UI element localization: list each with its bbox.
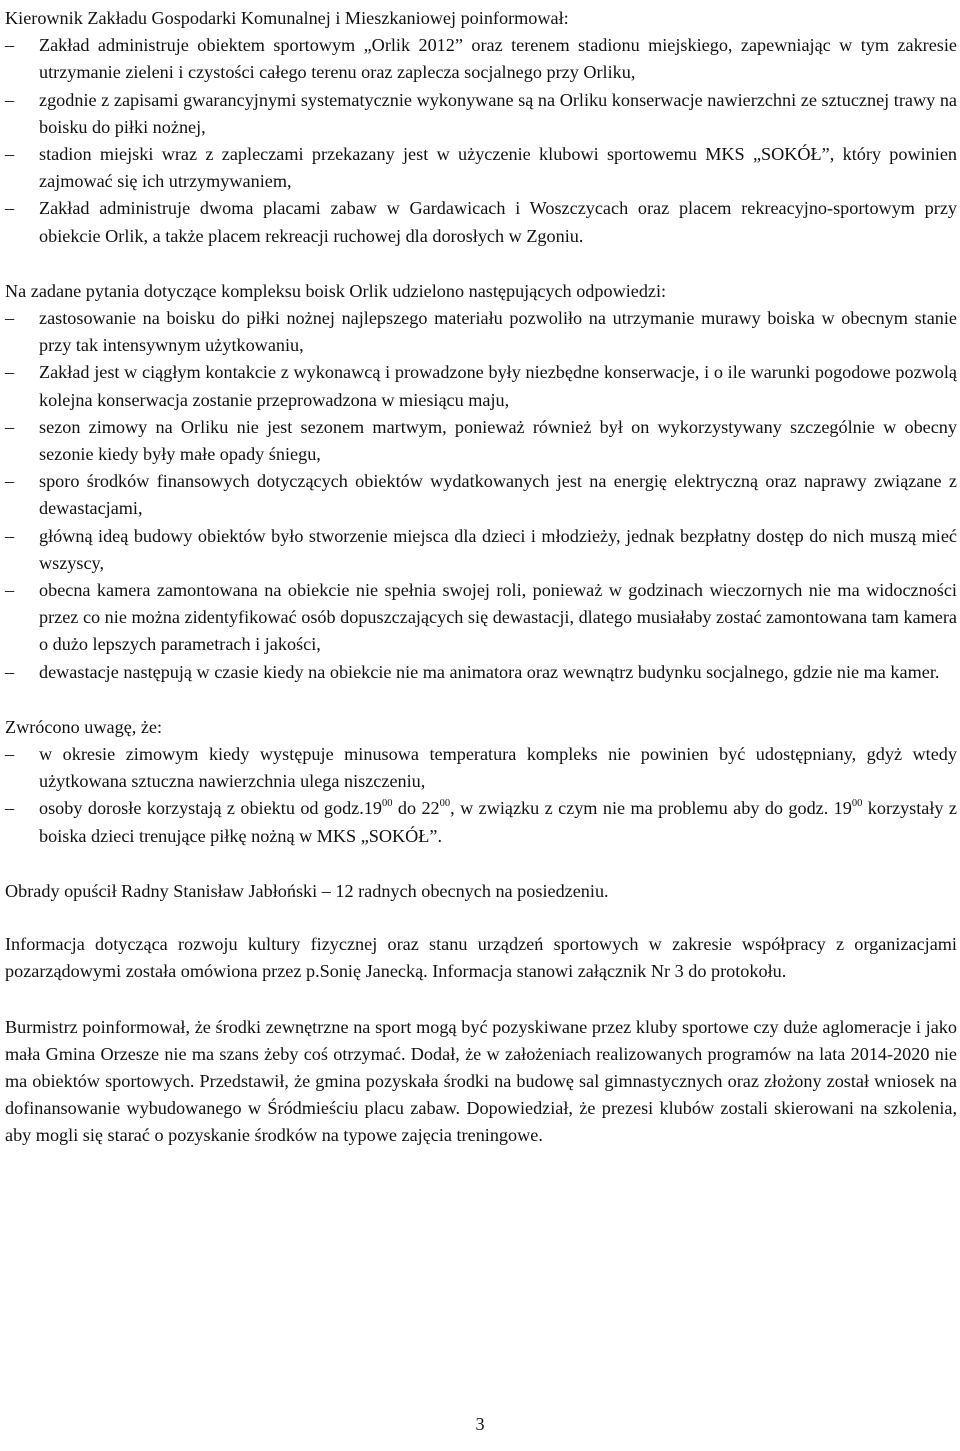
hours-text-1: osoby dorosłe korzystają z obiektu od godz.19 bbox=[39, 798, 382, 819]
list-item: – dewastacje następują w czasie kiedy na obiekcie nie ma animatora oraz wewnątrz budynku socjalnego, gdzie nie ma kamer. bbox=[5, 659, 957, 686]
section3-list bbox=[5, 741, 957, 850]
list-item: – sporo środków finansowych dotyczących obiektów wydatkowanych jest na energię elektryczną oraz naprawy związane z dewastacjami, bbox=[5, 468, 957, 522]
minutes-superscript: 00 bbox=[381, 798, 393, 810]
minutes-superscript: 00 bbox=[439, 798, 451, 810]
section2-list bbox=[5, 305, 957, 686]
list-item: – w okresie zimowym kiedy występuje minusowa temperatura kompleks nie powinien być udostępniany, gdyż wtedy użytkowana sztuczna nawierzchnia ulega niszczeniu, bbox=[5, 741, 957, 795]
list-item: – sezon zimowy na Orliku nie jest sezonem martwym, ponieważ również był on wykorzystywany szczególnie w obecny sezonie kiedy były małe opady śniegu, bbox=[5, 414, 957, 468]
list-item: – obecna kamera zamontowana na obiekcie nie spełnia swojej roli, ponieważ w godzinach wieczornych nie ma widoczności przez co nie można zidentyfikować osób dopuszczających się dewastacji, dlatego musiałaby zostać zamontowana tam kamera o dużo lepszych parametrach i jakości, bbox=[5, 577, 957, 659]
section3-lead: Zwrócono uwagę, że: bbox=[5, 716, 163, 737]
paragraph-sport-info: Informacja dotycząca rozwoju kultury fizycznej oraz stanu urządzeń sportowych w zakresie współpracy z organizacjami pozarządowymi została omówiona przez p.Sonię Janecką. Informacja stanowi załącznik Nr 3 do protokołu. bbox=[5, 934, 957, 982]
section1-list bbox=[5, 32, 957, 250]
list-item-hours bbox=[5, 795, 957, 849]
hours-text-2: do 22 bbox=[392, 798, 440, 819]
list-item: – główną ideą budowy obiektów było stworzenie miejsca dla dzieci i młodzieży, jednak bezpłatny dostęp do nich muszą mieć wszyscy, bbox=[5, 523, 957, 577]
list-item: – Zakład administruje obiektem sportowym „Orlik 2012” oraz terenem stadionu miejskiego, zapewniając w tym zakresie utrzymanie zieleni i czystości całego terenu oraz zaplecza socjalnego przy Orliku, bbox=[5, 32, 957, 86]
paragraph-councillor-left: Obrady opuścił Radny Stanisław Jabłoński – 12 radnych obecnych na posiedzeniu. bbox=[5, 880, 609, 901]
hours-text-3: , w związku z czym nie ma problemu aby do godz. 19 bbox=[450, 798, 852, 819]
list-item: – Zakład jest w ciągłym kontakcie z wykonawcą i prowadzone były niezbędne konserwacje, i o ile warunki pogodowe pozwolą kolejna konserwacja zostanie przeprowadzona w miesiącu maju, bbox=[5, 359, 957, 413]
paragraph-mayor: Burmistrz poinformował, że środki zewnętrzne na sport mogą być pozyskiwane przez kluby sportowe czy duże aglomeracje i jako mała Gmina Orzesze nie ma szans żeby coś otrzymać. Dodał, że w założeniach realizowanych programów na lata 2014-2020 nie ma obiektów sportowych. Przedstawił, że gmina pozyskała środki na budowę sal gimnastycznych oraz złożony został wniosek na dofinansowanie wybudowanego w Śródmieściu placu zabaw. Dopowiedział, że prezesi klubów zostali skierowani na szkolenia, aby mogli się starać o pozyskanie środków na typowe zajęcia treningowe. bbox=[5, 1016, 957, 1146]
list-item: – zgodnie z zapisami gwarancyjnymi systematycznie wykonywane są na Orliku konserwacje nawierzchni ze sztucznej trawy na boisku do piłki nożnej, bbox=[5, 87, 957, 141]
section1-lead: Kierownik Zakładu Gospodarki Komunalnej i Mieszkaniowej poinformował: bbox=[5, 8, 569, 28]
list-item: – zastosowanie na boisku do piłki nożnej najlepszego materiału pozwoliło na utrzymanie murawy boiska w obecnym stanie przy tak intensywnym użytkowaniu, bbox=[5, 305, 957, 359]
hours-text-4: korzystały z boiska dzieci trenujące piłkę nożną w MKS „SOKÓŁ”. bbox=[39, 798, 957, 846]
minutes-superscript: 00 bbox=[851, 798, 863, 810]
list-item: – stadion miejski wraz z zapleczami przekazany jest w użyczenie klubowi sportowemu MKS „SOKÓŁ”, który powinien zajmować się ich utrzymywaniem, bbox=[5, 141, 957, 195]
section2-lead: Na zadane pytania dotyczące kompleksu boisk Orlik udzielono następujących odpowiedzi: bbox=[5, 280, 667, 301]
list-item: – Zakład administruje dwoma placami zabaw w Gardawicach i Woszczycach oraz placem rekreacyjno-sportowym przy obiekcie Orlik, a także placem rekreacji ruchowej dla dorosłych w Zgoniu. bbox=[5, 195, 957, 249]
page-number: 3 bbox=[475, 1414, 485, 1434]
document-page bbox=[5, 0, 957, 1150]
